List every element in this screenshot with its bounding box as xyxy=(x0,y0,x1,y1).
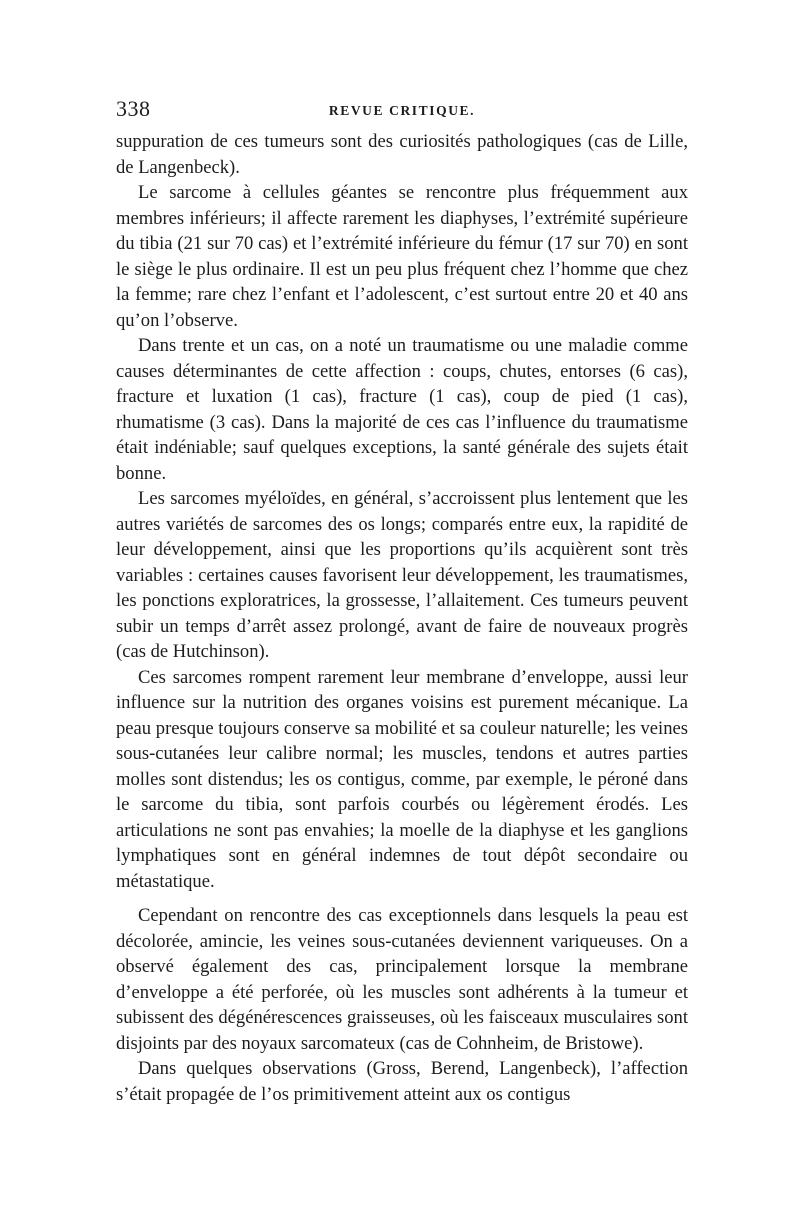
paragraph-1: suppuration de ces tumeurs sont des curiosités pathologiques (cas de Lille, de Langenbeck). xyxy=(116,131,688,178)
running-title: REVUE CRITIQUE. xyxy=(328,103,476,118)
paragraph-5: Ces sarcomes rompent rarement leur membrane d’enveloppe, aussi leur influence sur la nutrition des organes voisins est purement mécanique. La peau presque toujours conserve sa mobilité et sa couleur naturelle; les veines sous-cutanées leur calibre normal; les muscles, tendons et autres parties molles sont distendus; les os contigus, comme, par exemple, le péroné dans le sarcome du tibia, sont parfois courbés ou légèrement érodés. Les articulations ne sont pas envahies; la moelle de la diaphyse et les ganglions lymphatiques sont en général indemnes de tout dépôt secondaire ou métastatique. xyxy=(116,666,688,892)
page-header xyxy=(116,96,688,126)
paragraph-3: Dans trente et un cas, on a noté un traumatisme ou une maladie comme causes déterminantes de cette affection : coups, chutes, entorses (6 cas), fracture et luxation (1 cas), fracture (1 cas), coup de pied (1 cas), rhumatisme (3 cas). Dans la majorité de ces cas l’influence du traumatisme était indéniable; sauf quelques exceptions, la santé générale des sujets était bonne. xyxy=(116,335,688,484)
body-text xyxy=(116,129,688,1107)
page-number: 338 xyxy=(116,96,151,121)
paragraph-4: Les sarcomes myéloïdes, en général, s’accroissent plus lentement que les autres variétés de sarcomes des os longs; comparés entre eux, la rapidité de leur développement, ainsi que les proportions qu’ils acquièrent sont très variables : certaines causes favorisent leur développement, les traumatismes, les ponctions exploratrices, la grossesse, l’allaitement. Ces tumeurs peuvent subir un temps d’arrêt assez prolongé, avant de faire de nouveaux progrès (cas de Hutchinson). xyxy=(116,488,688,662)
paragraph-2: Le sarcome à cellules géantes se rencontre plus fréquemment aux membres inférieurs; il affecte rarement les diaphyses, l’extrémité supérieure du tibia (21 sur 70 cas) et l’extrémité inférieure du fémur (17 sur 70) en sont le siège le plus ordinaire. Il est un peu plus fréquent chez l’homme que chez la femme; rare chez l’enfant et l’adolescent, c’est surtout entre 20 et 40 ans qu’on l’observe. xyxy=(116,182,688,331)
book-page xyxy=(116,96,688,1176)
paragraph-7: Dans quelques observations (Gross, Berend, Langenbeck), l’affection s’était propagée de l’os primitivement atteint aux os contigus xyxy=(116,1058,688,1105)
paragraph-6: Cependant on rencontre des cas exceptionnels dans lesquels la peau est décolorée, amincie, les veines sous-cutanées deviennent variqueuses. On a observé également des cas, principalement lorsque la membrane d’enveloppe a été perforée, où les muscles sont adhérents à la tumeur et subissent des dégénérescences graisseuses, où les faisceaux musculaires sont disjoints par des noyaux sarcomateux (cas de Cohnheim, de Bristowe). xyxy=(116,905,688,1054)
